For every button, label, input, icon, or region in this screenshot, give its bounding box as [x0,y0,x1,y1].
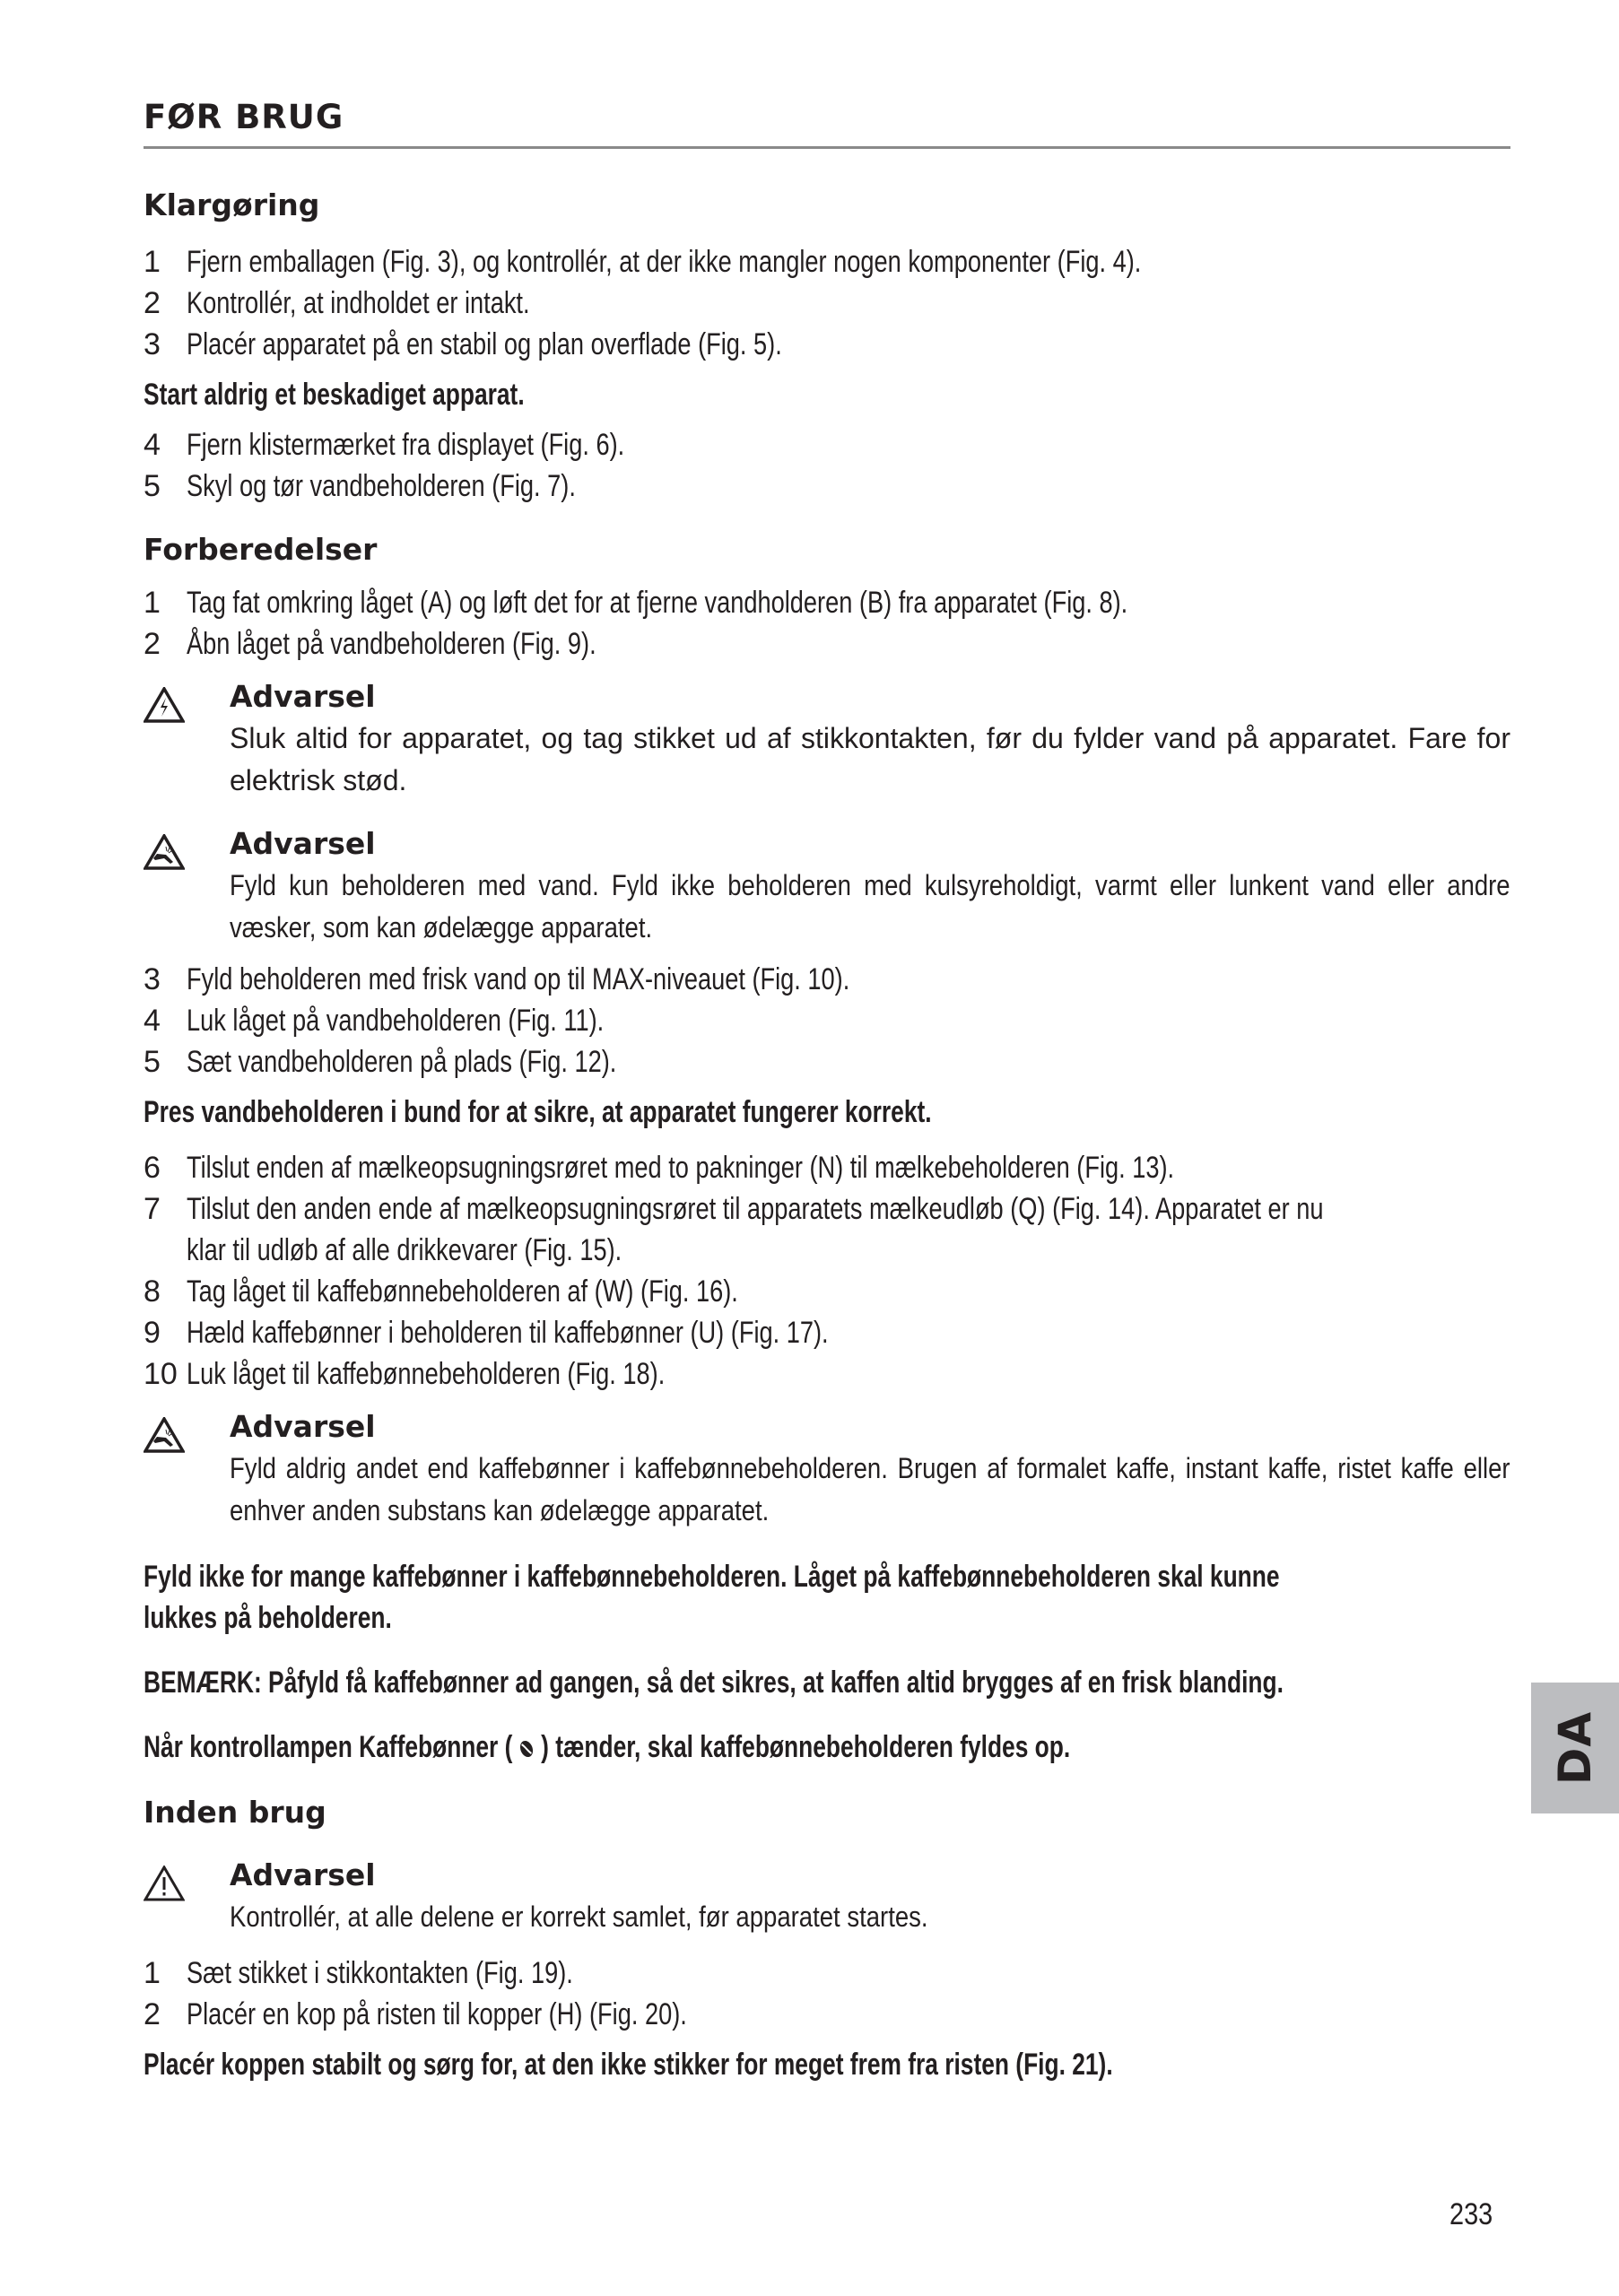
hand-crush-warning-icon [144,1417,185,1453]
step-number: 6 [144,1151,161,1185]
hand-crush-warning-icon [144,834,185,870]
step-number: 1 [144,245,161,279]
step-number: 10 [144,1357,178,1391]
step-number: 2 [144,1997,161,2031]
step-text: Fjern emballagen (Fig. 3), og kontrollér, at der ikke mangler nogen komponenter (Fig. 4). [187,245,1142,279]
step-text: Fyld beholderen med frisk vand op til MAX-niveauet (Fig. 10). [187,962,850,996]
step-text: Tilslut den anden ende af mælkeopsugningsrøret til apparatets mælkeudløb (Q) (Fig. 14). Apparatet er nu [187,1192,1324,1226]
step-text: Skyl og tør vandbeholderen (Fig. 7). [187,469,576,503]
step-number: 4 [144,428,161,462]
warning-title: Advarsel [230,826,376,861]
coffee-bean-lamp-note [144,1729,1070,1765]
important-note: Start aldrig et beskadiget apparat. [144,378,525,412]
section-heading-forberedelser: Forberedelser [144,532,378,567]
step-number: 5 [144,469,161,503]
step-text: Sæt vandbeholderen på plads (Fig. 12). [187,1045,617,1079]
important-note: Placér koppen stabilt og sørg for, at den ikke stikker for meget frem fra risten (Fig. 21). [144,2048,1113,2082]
step-number: 3 [144,962,161,996]
language-tab-label: DA [1549,1710,1601,1786]
warning-title: Advarsel [230,679,376,714]
warning-liquids [144,826,1510,954]
step-text: Luk låget på vandbeholderen (Fig. 11). [187,1004,605,1038]
step-text: klar til udløb af alle drikkevarer (Fig. 15). [187,1233,622,1267]
step-text: Luk låget til kaffebønnebeholderen (Fig. 18). [187,1357,666,1391]
step-number: 7 [144,1192,161,1226]
warning-text: Fyld aldrig andet end kaffebønner i kaffebønnebeholderen. Brugen af formalet kaffe, instant kaffe, ristet kaffe eller enhver anden substans kan ødelægge apparatet. [230,1452,1510,1526]
general-warning-icon [144,1866,185,1901]
note-text: Når kontrollampen Kaffebønner ( [144,1730,513,1764]
step-number: 1 [144,1956,161,1990]
step-text: Åbn låget på vandbeholderen (Fig. 9). [187,627,596,661]
page-number: 233 [1449,2197,1493,2231]
warning-title: Advarsel [230,1857,376,1892]
title-divider [144,146,1510,149]
step-text: Placér en kop på risten til kopper (H) (Fig. 20). [187,1997,687,2031]
step-text: Tag låget til kaffebønnebeholderen af (W) (Fig. 16). [187,1274,738,1309]
step-number: 2 [144,286,161,320]
warning-electric-shock [144,679,1510,807]
section-heading-inden-brug: Inden brug [144,1795,326,1830]
step-number: 3 [144,327,161,361]
step-number: 8 [144,1274,161,1309]
electric-shock-warning-icon [144,687,185,723]
note-text: ) tænder, skal kaffebønnebeholderen fyldes op. [541,1730,1071,1764]
warning-text: Fyld kun beholderen med vand. Fyld ikke beholderen med kulsyreholdigt, varmt eller lunkent vand eller andre væsker, som kan ødelægge apparatet. [230,869,1510,944]
step-number: 2 [144,627,161,661]
language-tab [1531,1683,1619,1813]
step-number: 1 [144,586,161,620]
step-text: Kontrollér, at indholdet er intakt. [187,286,530,320]
important-note-continuation: lukkes på beholderen. [144,1601,392,1635]
page-title: FØR BRUG [144,98,344,136]
section-heading-klargoring: Klargøring [144,187,320,222]
step-text: Tag fat omkring låget (A) og løft det for at fjerne vandholderen (B) fra apparatet (Fig. 8). [187,586,1128,620]
step-number: 5 [144,1045,161,1079]
step-text: Fjern klistermærket fra displayet (Fig. 6). [187,428,625,462]
warning-title: Advarsel [230,1409,376,1444]
step-number: 9 [144,1316,161,1350]
step-text: Sæt stikket i stikkontakten (Fig. 19). [187,1956,573,1990]
step-text: Tilslut enden af mælkeopsugningsrøret med to pakninger (N) til mælkebeholderen (Fig. 13). [187,1151,1175,1185]
warning-coffee-beans [144,1409,1510,1537]
coffee-bean-icon [519,1739,535,1759]
step-text: Placér apparatet på en stabil og plan overflade (Fig. 5). [187,327,782,361]
warning-text: Kontrollér, at alle delene er korrekt samlet, før apparatet startes. [230,1900,928,1933]
warning-assembly [144,1857,1510,1950]
bemaerk-note: BEMÆRK: Påfyld få kaffebønner ad gangen, så det sikres, at kaffen altid brygges af en frisk blanding. [144,1665,1284,1700]
warning-text: Sluk altid for apparatet, og tag stikket ud af stikkontakten, før du fylder vand på apparatet. Fare for elektrisk stød. [230,722,1510,796]
important-note: Pres vandbeholderen i bund for at sikre, at apparatet fungerer korrekt. [144,1095,932,1129]
important-note: Fyld ikke for mange kaffebønner i kaffebønnebeholderen. Låget på kaffebønnebeholderen skal kunne [144,1560,1280,1594]
step-number: 4 [144,1004,161,1038]
step-text: Hæld kaffebønner i beholderen til kaffebønner (U) (Fig. 17). [187,1316,829,1350]
